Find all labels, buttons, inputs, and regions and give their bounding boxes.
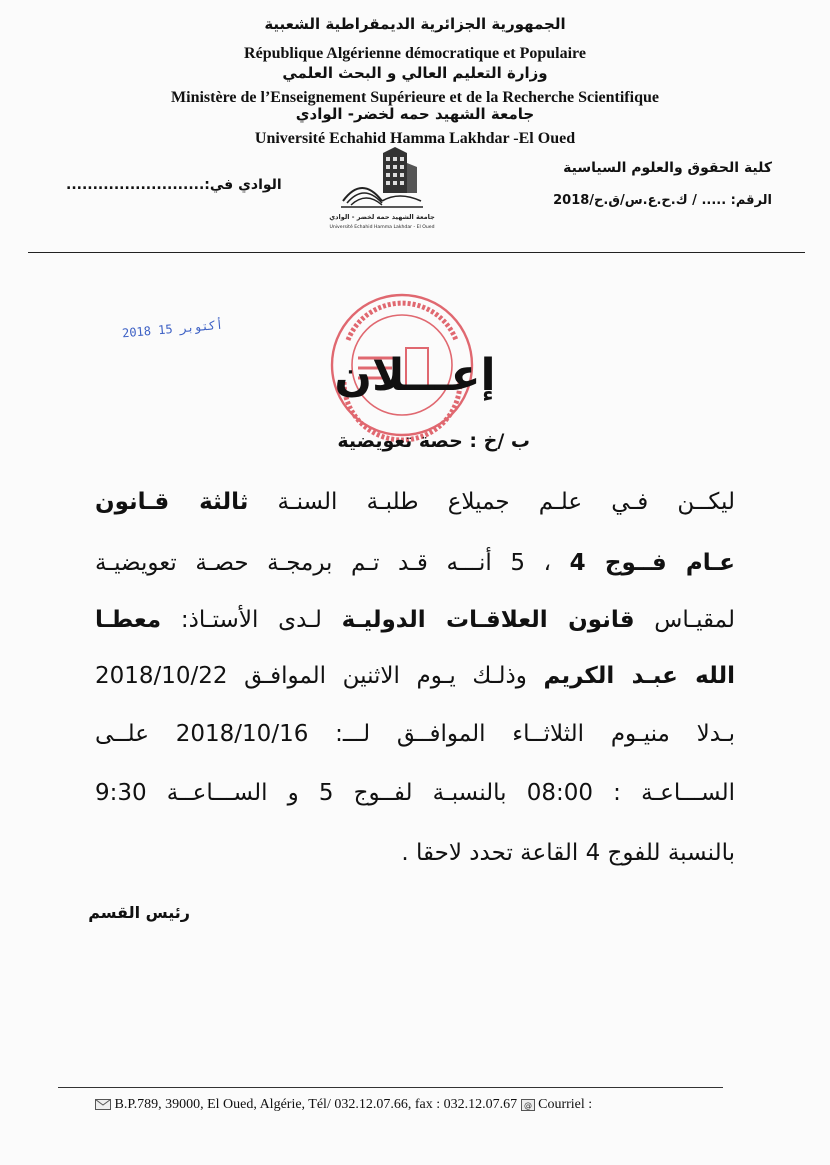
body-line-3-mid: لـدى الأستـاذ: xyxy=(161,607,342,633)
mail-icon xyxy=(95,1099,111,1110)
footer-divider xyxy=(58,1087,723,1088)
body-line-1-text: ليكــن فـي علـم جميلاع طلبـة السنـة xyxy=(248,489,736,515)
logo-text-ar: جامعة الشهيد حمه لخضر - الوادي xyxy=(329,213,435,221)
city-date-field: الوادي في:.......................... xyxy=(66,177,282,193)
body-line-3-text: لمقيـاس xyxy=(634,607,735,633)
footer-address: B.P.789, 39000, El Oued, Algérie, Tél/ 032.12.07.66, fax : 032.12.07.67 xyxy=(114,1097,518,1112)
republic-ar: الجمهورية الجزائرية الديمقراطية الشعبية xyxy=(264,15,566,33)
body-line-6: الســـاعـة : 08:00 بالنسبـة لفــوج 5 و الســـاعــة 9:30 xyxy=(95,780,735,806)
republic-fr: République Algérienne démocratique et Populaire xyxy=(244,45,586,62)
ministry-ar: وزارة التعليم العالي و البحث العلمي xyxy=(282,64,548,82)
body-line-7: بالنسبة للفوج 4 القاعة تحدد لاحقا . xyxy=(401,840,735,866)
faculty-name: كلية الحقوق والعلوم السياسية xyxy=(563,160,772,176)
svg-text:@: @ xyxy=(523,1100,532,1110)
reference-number: الرقم: ..... / ك.ح.ع.س/ق.ح/2018 xyxy=(553,193,772,208)
footer-email-label: Courriel : xyxy=(538,1097,593,1112)
ministry-fr: Ministère de l’Enseignement Supérieure et de la Recherche Scientifique xyxy=(171,89,659,106)
announcement-title: إعـــلان xyxy=(334,350,496,401)
body-line-3-teacher: معطـا xyxy=(95,607,162,633)
university-logo xyxy=(329,145,435,237)
body-line-2-bold: عـام فــوج 4 xyxy=(569,550,736,576)
footer xyxy=(95,1097,592,1113)
body-line-1-bold: ثالثة قـانون xyxy=(95,489,249,515)
date-stamp: 2018 أكتوبر 15 xyxy=(121,317,224,341)
header-divider xyxy=(28,252,805,253)
body-line-3-module: قانون العلاقـات الدوليـة xyxy=(341,607,635,633)
body-line-2-text: ، 5 أنـــه قـد تـم برمجـة حصـة تعويضيـة xyxy=(95,550,570,576)
body-line-4-teacher: الله عبـد الكريم xyxy=(543,663,735,689)
email-icon xyxy=(521,1099,535,1111)
university-fr: Université Echahid Hamma Lakhdar -El Oued xyxy=(254,130,576,147)
body-line-4 xyxy=(95,661,735,691)
body-line-1 xyxy=(95,487,735,517)
university-ar: جامعة الشهيد حمه لخضر- الوادي xyxy=(295,105,535,123)
body-line-3 xyxy=(95,605,735,635)
body-line-2 xyxy=(95,548,735,578)
announcement-subject: ب /خ : حصة تعويضية xyxy=(337,430,530,452)
body-line-5: بـدلا منيـوم الثلاثــاء الموافــق لـــ: 2018/10/16 علــى xyxy=(95,721,735,747)
logo-text-fr: Université Echahid Hamma Lakhdar - El Oued xyxy=(329,225,435,230)
signature-label: رئيس القسم xyxy=(88,903,190,922)
body-line-4-text: وذلـك يـوم الاثنين الموافـق 2018/10/22 xyxy=(95,663,544,689)
